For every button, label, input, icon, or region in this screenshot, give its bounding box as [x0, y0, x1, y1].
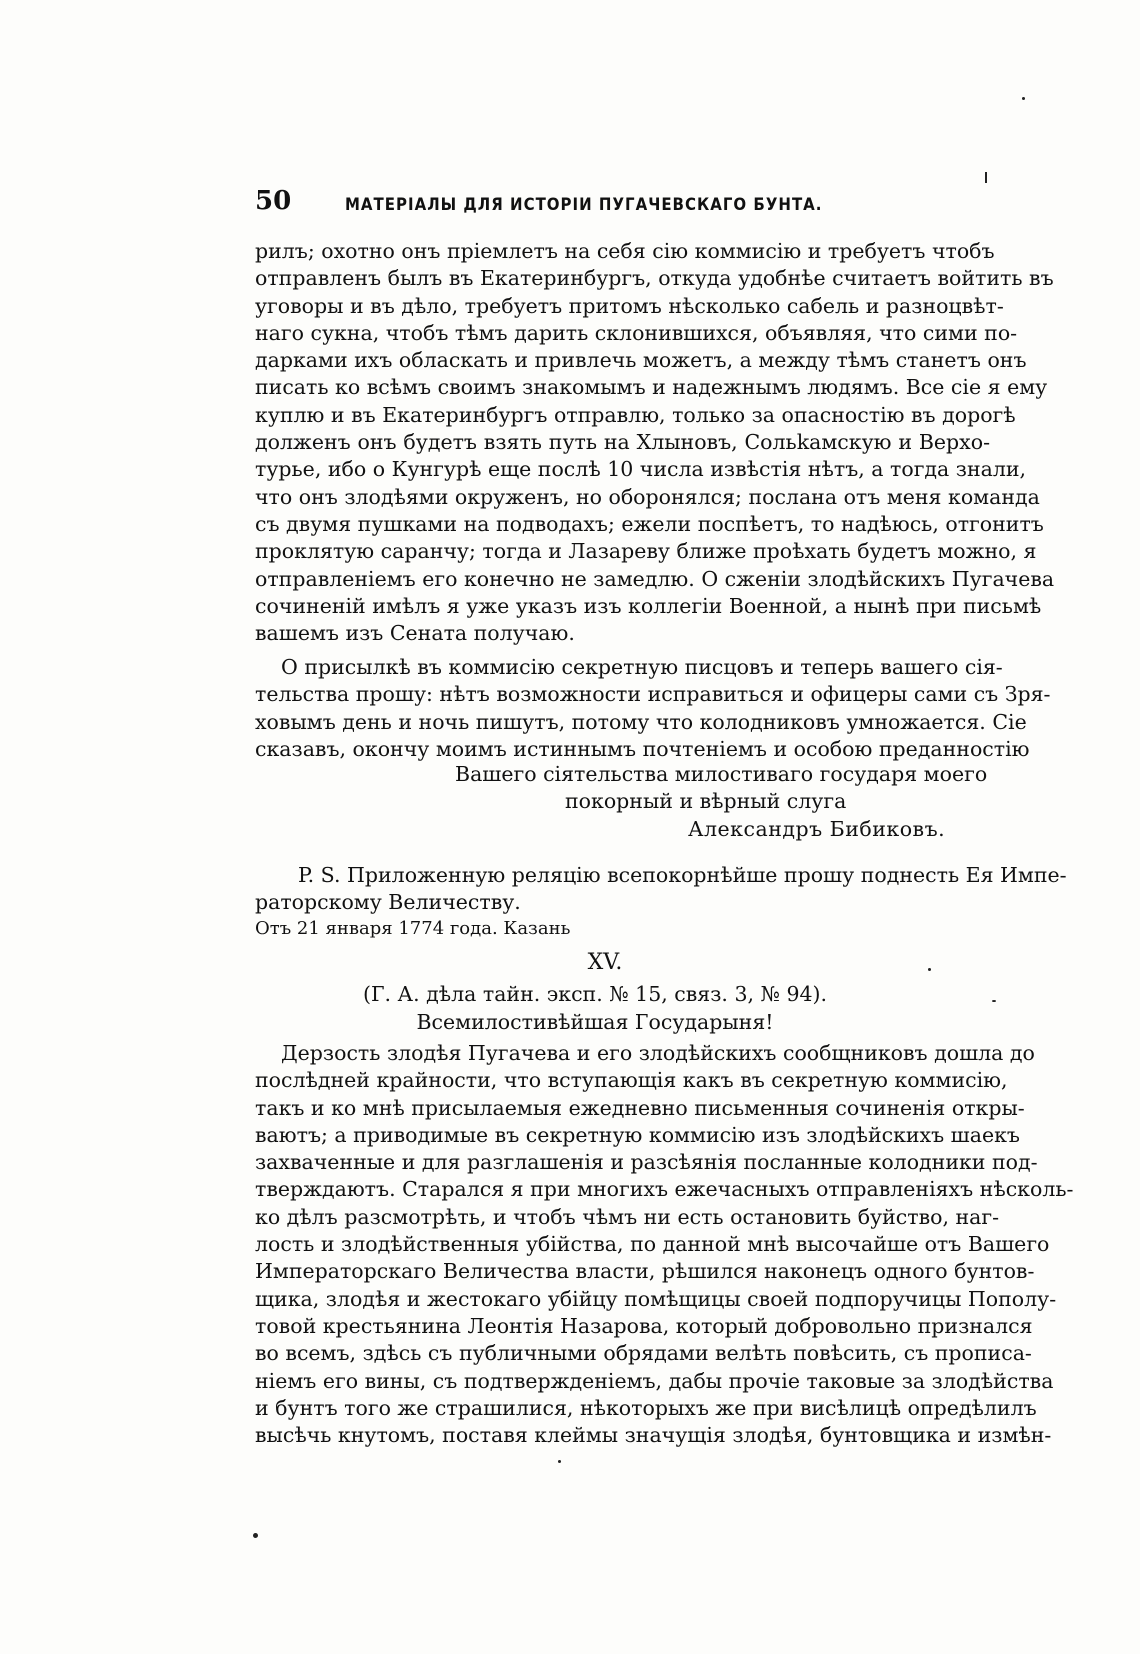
- signature-line-2: покорный и вѣрный слуга: [565, 789, 847, 813]
- text-line: P. S. Приложенную реляцію всепокорнѣйше прошу поднесть Ея Импе-: [298, 863, 1067, 887]
- text-line: сказавъ, окончу моимъ истиннымъ почтеніемъ и особою преданностію: [255, 736, 1030, 761]
- date-line: Отъ 21 января 1774 года. Казань: [255, 918, 571, 939]
- report-body: [255, 1040, 1074, 1449]
- text-line: проклятую саранчу; тогда и Лазареву ближе проѣхать будетъ можно, я: [255, 539, 1037, 564]
- scan-speck: [1022, 97, 1025, 100]
- text-line: ховымъ день и ночь пишутъ, потому что колодниковъ умножается. Сіе: [255, 709, 1027, 734]
- signature-line-1: Вашего сіятельства милостиваго государя моего: [455, 762, 988, 786]
- text-line: сочиненій имѣлъ я уже указъ изъ коллегіи Военной, а нынѣ при письмѣ: [255, 593, 1042, 618]
- text-line: тельства прошу: нѣтъ возможности исправиться и офицеры сами съ Зря-: [255, 682, 1051, 707]
- text-line: куплю и въ Екатеринбургъ отправлю, только за опасностію въ дорогѣ: [255, 402, 1016, 427]
- text-line: отправленъ былъ въ Екатеринбургъ, откуда удобнѣе считаетъ войтить въ: [255, 266, 1054, 291]
- scan-speck: [253, 1533, 258, 1538]
- text-line: долженъ онъ будетъ взять путь на Хлыновъ, Сольkамскую и Верхо-: [255, 430, 990, 455]
- letter-body: [255, 238, 1055, 647]
- text-line: Дерзость злодѣя Пугачева и его злодѣйскихъ сообщниковъ дошла до: [281, 1041, 1035, 1065]
- text-line: послѣдней крайности, что вступающія какъ въ секретную коммисію,: [255, 1068, 1008, 1093]
- text-line: захваченные и для разглашенія и разсѣянія посланные колодники под-: [255, 1150, 1038, 1175]
- text-line: съ двумя пушками на подводахъ; ежели поспѣетъ, то надѣюсь, отгонитъ: [255, 511, 1044, 536]
- salutation: Всемилостивѣйшая Государыня!: [416, 1010, 774, 1034]
- text-line: уговоры и въ дѣло, требуетъ притомъ нѣсколько сабель и разноцвѣт-: [255, 293, 1004, 318]
- scan-speck: [928, 968, 931, 971]
- signature-name: Александръ Бибиковъ.: [688, 817, 946, 841]
- text-line: щика, злодѣя и жестокаго убійцу помѣщицы своей подпоручицы Пополу-: [255, 1286, 1057, 1311]
- closing-paragraph: [255, 654, 1051, 763]
- text-line: отправленіемъ его конечно не замедлю. О сженіи злодѣйскихъ Пугачева: [255, 566, 1055, 591]
- text-line: ко дѣлъ разсмотрѣть, и чтобъ чѣмъ ни есть остановить буйство, наг-: [255, 1204, 1000, 1229]
- text-line: писать ко всѣмъ своимъ знакомымъ и надежнымъ людямъ. Все сіе я ему: [255, 375, 1048, 400]
- text-line: дарками ихъ обласкать и привлечь можетъ, а между тѣмъ станетъ онъ: [255, 348, 1027, 373]
- text-line: во всемъ, здѣсь съ публичными обрядами велѣть повѣсить, съ прописа-: [255, 1341, 1032, 1366]
- text-line: наго сукна, чтобъ тѣмъ дарить склонившихся, объявляя, что сими по-: [255, 320, 1018, 345]
- scan-mark: [985, 172, 987, 183]
- scan-speck: [992, 1000, 996, 1002]
- page-number: 50: [255, 186, 292, 216]
- text-line: товой крестьянина Леонтія Назарова, который добровольно признался: [255, 1313, 1033, 1338]
- text-line: тверждаютъ. Старался я при многихъ ежечасныхъ отправленіяхъ нѣсколь-: [255, 1177, 1074, 1202]
- text-line: вашемъ изъ Сената получаю.: [255, 621, 575, 646]
- scan-speck: [558, 1460, 561, 1463]
- text-line: лость и злодѣйственныя убійства, по данной мнѣ высочайше отъ Вашего: [255, 1232, 1050, 1257]
- text-line: Императорскаго Величества власти, рѣшился наконецъ одного бунтов-: [255, 1259, 1035, 1284]
- text-line: рилъ; охотно онъ пріемлетъ на себя сію коммисію и требуетъ чтобъ: [255, 239, 995, 263]
- archive-reference: (Г. А. дѣла тайн. эксп. № 15, связ. 3, № 94).: [362, 982, 828, 1006]
- text-line: раторскому Величеству.: [255, 890, 521, 915]
- postscript: [255, 862, 1067, 917]
- running-title: МАТЕРІАЛЫ ДЛЯ ИСТОРІИ ПУГАЧЕВСКАГО БУНТА.: [345, 194, 823, 215]
- text-line: и бунтъ того же страшилися, нѣкоторыхъ же при висѣлицѣ опредѣлилъ: [255, 1395, 1037, 1420]
- text-line: О присылкѣ въ коммисію секретную писцовъ и теперь вашего сія-: [281, 655, 1003, 679]
- text-line: высѣчь кнутомъ, поставя клеймы значущія злодѣя, бунтовщика и измѣн-: [255, 1423, 1052, 1448]
- document-number: XV.: [587, 950, 623, 975]
- text-line: что онъ злодѣями окруженъ, но оборонялся; послана отъ меня команда: [255, 484, 1040, 509]
- text-line: такъ и ко мнѣ присылаемыя ежедневно письменныя сочиненія откры-: [255, 1095, 1025, 1120]
- text-line: ваютъ; а приводимые въ секретную коммисію изъ злодѣйскихъ шаекъ: [255, 1122, 1020, 1147]
- text-line: турье, ибо о Кунгурѣ еще послѣ 10 числа извѣстія нѣтъ, а тогда знали,: [255, 457, 1027, 482]
- page-header: [255, 186, 985, 226]
- text-line: ніемъ его вины, съ подтвержденіемъ, дабы прочіе таковые за злодѣйства: [255, 1368, 1054, 1393]
